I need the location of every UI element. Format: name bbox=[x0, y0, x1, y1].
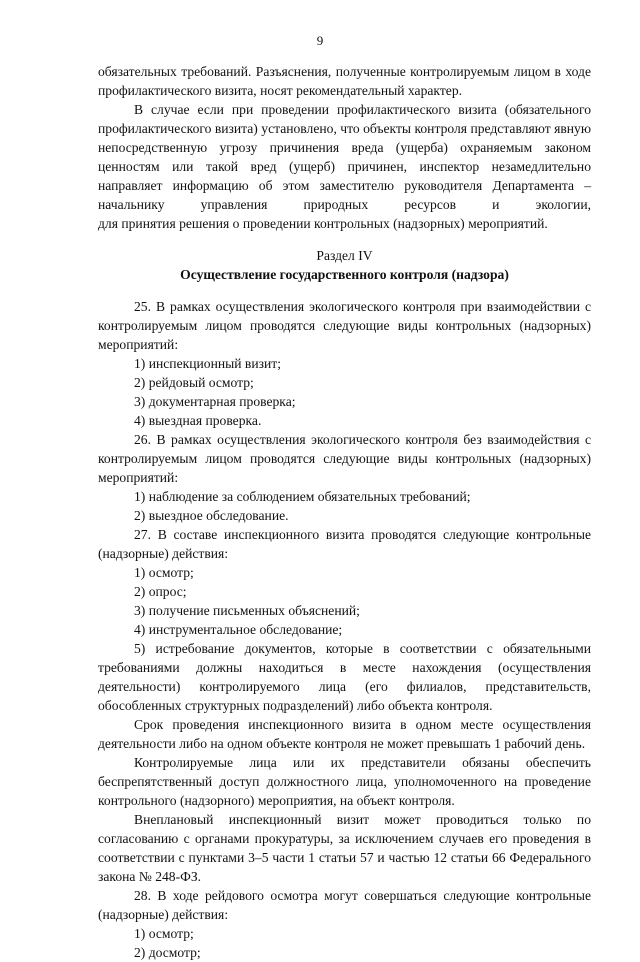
list-item-documents: 5) истребование документов, которые в соответствии с обязательными требованиями должны находиться в месте нахождения (осуществления деятельности) контролируемого лица (его филиалов, представительств, обособленных структурных подразделений) либо объекта контроля. bbox=[98, 641, 591, 713]
list-item: 4) выездная проверка. bbox=[134, 413, 262, 428]
list-item: 2) выездное обследование. bbox=[134, 508, 289, 523]
paragraph-threat-notice: В случае если при проведении профилактического визита (обязательного профилактического визита) установлено, что объекты контроля представляют явную непосредственную угрозу причинения вреда (ущерба) охраняемым законом ценностям или такой вред (ущерб) причинен, инспектор незамедлительно направляет информацию об этом заместителю руководителя Департамента – начальнику управления природных ресурсов и экологии, bbox=[98, 102, 591, 212]
list-item: 2) рейдовый осмотр; bbox=[134, 375, 254, 390]
list-item: 1) наблюдение за соблюдением обязательных требований; bbox=[134, 489, 471, 504]
paragraph-unplanned-visit: Внеплановый инспекционный визит может проводиться только по согласованию с органами прокуратуры, за исключением случаев его проведения в соответствии с пунктами 3–5 части 1 статьи 57 и частью 12 статьи 66 Федерального закона № 248-ФЗ. bbox=[98, 812, 591, 884]
item-28: 28. В ходе рейдового осмотра могут совершаться следующие контрольные (надзорные) действия: bbox=[98, 888, 591, 922]
page-number: 9 bbox=[316, 33, 324, 48]
paragraph-threat-notice-end: для принятия решения о проведении контрольных (надзорных) мероприятий. bbox=[98, 216, 548, 231]
list-item: 3) получение письменных объяснений; bbox=[134, 603, 360, 618]
list-item: 1) осмотр; bbox=[134, 926, 194, 941]
list-item: 4) инструментальное обследование; bbox=[134, 622, 343, 637]
paragraph-visit-term: Срок проведения инспекционного визита в одном месте осуществления деятельности либо на одном объекте контроля не может превышать 1 рабочий день. bbox=[98, 717, 591, 751]
list-item: 2) досмотр; bbox=[134, 945, 201, 960]
list-item: 3) документарная проверка; bbox=[134, 394, 296, 409]
item-26: 26. В рамках осуществления экологического контроля без взаимодействия с контролируемым лицом проводятся следующие виды контрольных (надзорных) мероприятий: bbox=[98, 432, 591, 485]
list-item: 1) инспекционный визит; bbox=[134, 356, 281, 371]
item-25: 25. В рамках осуществления экологического контроля при взаимодействии с контролируемым лицом проводятся следующие виды контрольных (надзорных) мероприятий: bbox=[98, 299, 591, 352]
paragraph-intro-continuation: обязательных требований. Разъяснения, полученные контролируемым лицом в ходе профилактического визита, носят рекомендательный характер. bbox=[98, 64, 591, 98]
section-title: Осуществление государственного контроля (надзора) bbox=[180, 267, 509, 282]
list-item: 2) опрос; bbox=[134, 584, 187, 599]
paragraph-access-duty: Контролируемые лица или их представители обязаны обеспечить беспрепятственный доступ должностного лица, уполномоченного на проведение контрольного (надзорного) мероприятия, на объект контроля. bbox=[98, 755, 591, 808]
item-27: 27. В составе инспекционного визита проводятся следующие контрольные (надзорные) действия: bbox=[98, 527, 591, 561]
document-body bbox=[98, 62, 591, 962]
section-label: Раздел IV bbox=[316, 248, 373, 263]
list-item: 1) осмотр; bbox=[134, 565, 194, 580]
